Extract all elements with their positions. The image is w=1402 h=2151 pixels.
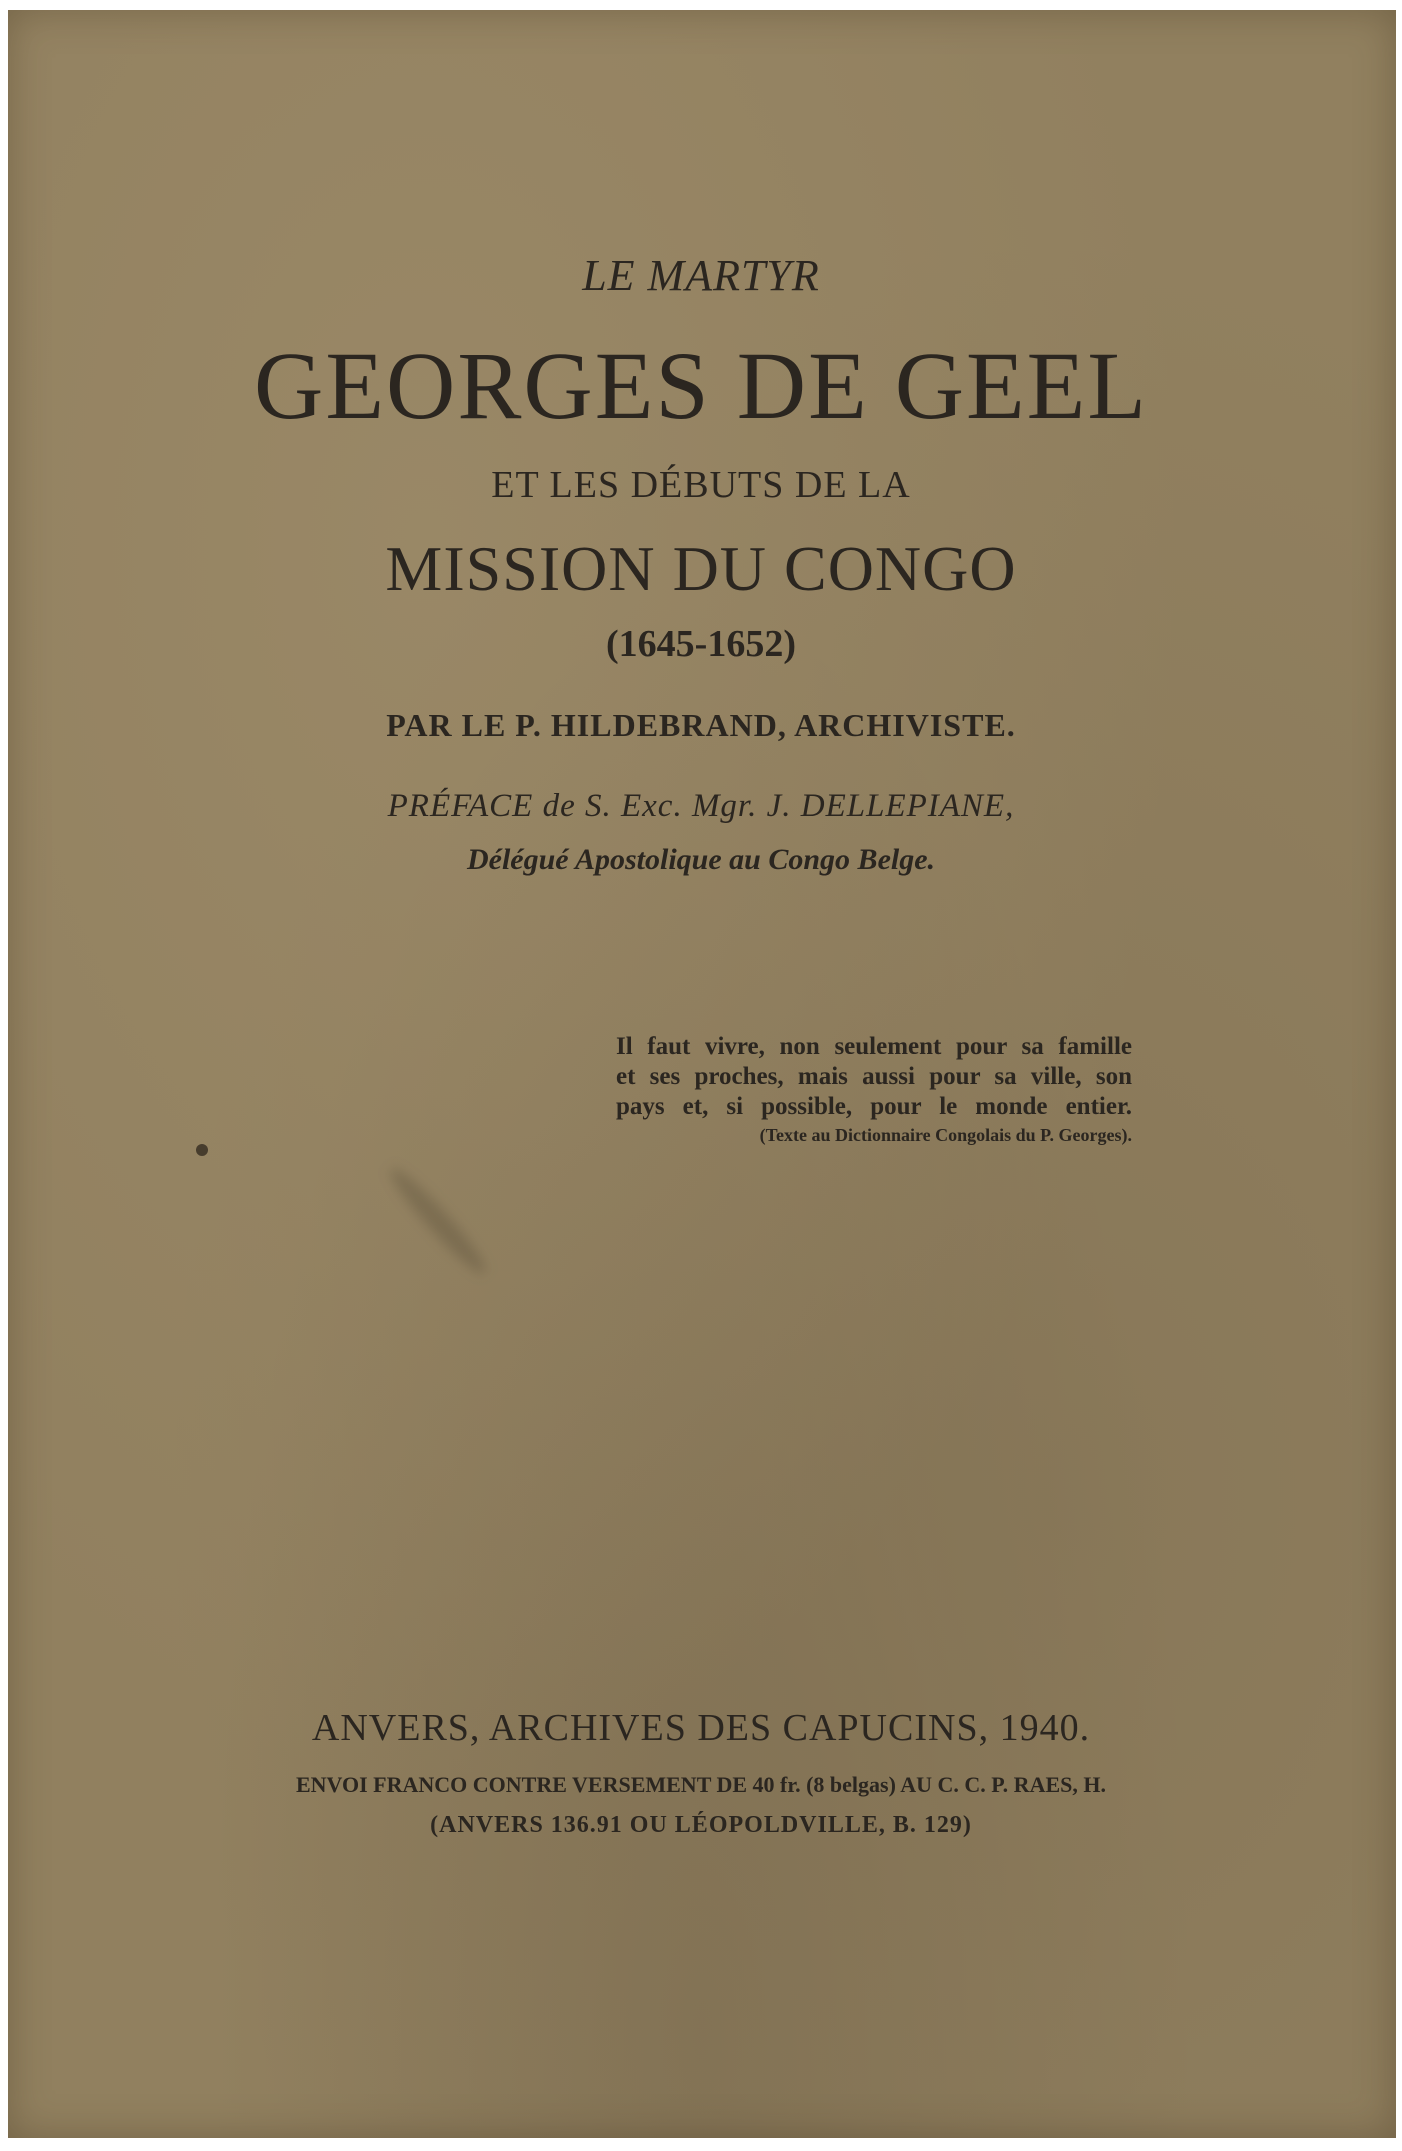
epigraph	[616, 1032, 1132, 1148]
shipping-line: ENVOI FRANCO CONTRE VERSEMENT DE 40 fr. (8 belgas) AU C. C. P. RAES, H.	[296, 1772, 1106, 1797]
epigraph-line-2: et ses proches, mais aussi pour sa ville, son	[616, 1063, 1132, 1090]
epigraph-line-3: pays et, si possible, pour le monde entier.	[616, 1093, 1132, 1120]
title-dates: (1645-1652)	[606, 623, 796, 665]
author-line: PAR LE P. HILDEBRAND, ARCHIVISTE.	[386, 707, 1016, 743]
preface-author-title: Délégué Apostolique au Congo Belge.	[466, 843, 936, 876]
cover-smudge-mark	[383, 1162, 493, 1281]
account-line: (ANVERS 136.91 OU LÉOPOLDVILLE, B. 129)	[430, 1812, 972, 1838]
cover-ink-dot	[196, 1144, 208, 1156]
title-subtitle-prefix: ET LES DÉBUTS DE LA	[491, 464, 911, 506]
title-main-name: GEORGES DE GEEL	[254, 332, 1148, 439]
epigraph-line-1: Il faut vivre, non seulement pour sa famille	[616, 1033, 1132, 1060]
preface-line: PRÉFACE de S. Exc. Mgr. J. DELLEPIANE,	[387, 788, 1015, 824]
title-kicker: LE MARTYR	[582, 251, 820, 300]
epigraph-source: (Texte au Dictionnaire Congolais du P. Georges).	[759, 1125, 1132, 1145]
title-subtitle: MISSION DU CONGO	[385, 533, 1017, 604]
publisher-line: ANVERS, ARCHIVES DES CAPUCINS, 1940.	[311, 1707, 1091, 1749]
